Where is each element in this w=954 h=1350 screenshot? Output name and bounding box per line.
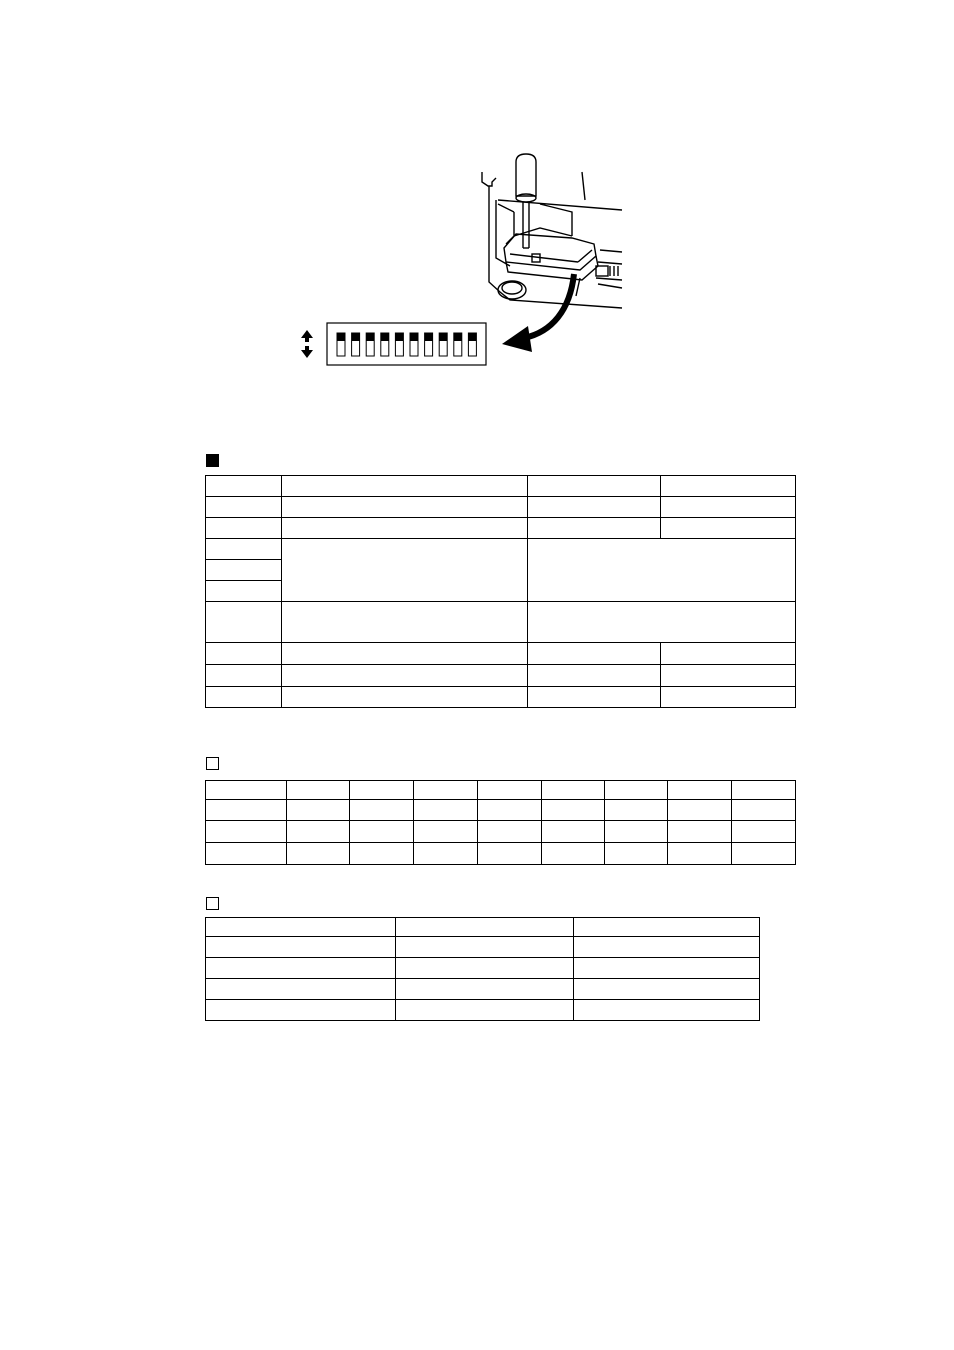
table-row (206, 821, 796, 843)
dip-switch-lever (381, 333, 389, 341)
table-row (206, 918, 760, 937)
dip-switch-lever (410, 333, 418, 341)
dip-switch-lever (337, 333, 345, 341)
printer-icon (482, 172, 622, 308)
table-row (206, 539, 796, 560)
empty-square-icon (206, 757, 219, 770)
table-row (206, 687, 796, 708)
table-row (206, 497, 796, 518)
settings-table-3 (205, 917, 760, 1021)
table-row (206, 843, 796, 865)
table-row (206, 979, 760, 1000)
dip-switch-lever (439, 333, 447, 341)
table-row (206, 781, 796, 800)
table-row (206, 602, 796, 643)
table-row (206, 518, 796, 539)
dip-switch-lever (395, 333, 403, 341)
table-row (206, 958, 760, 979)
table-row (206, 937, 760, 958)
table-row (206, 665, 796, 687)
dip-switch-lever (366, 333, 374, 341)
dip-switch-lever (468, 333, 476, 341)
dip-switch-icon (327, 323, 486, 365)
filled-square-icon (206, 454, 219, 467)
printer-dip-switch-illustration (0, 0, 954, 400)
empty-square-icon (206, 897, 219, 910)
curved-arrow-icon (502, 274, 574, 352)
settings-table-2 (205, 780, 796, 865)
table-row (206, 1000, 760, 1021)
up-down-arrow-icon (301, 330, 313, 358)
table-row (206, 800, 796, 821)
table-row (206, 476, 796, 497)
dip-switch-lever (454, 333, 462, 341)
dip-switch-lever (352, 333, 360, 341)
dip-switch-lever (425, 333, 433, 341)
table-row (206, 643, 796, 665)
settings-table-1 (205, 475, 796, 708)
